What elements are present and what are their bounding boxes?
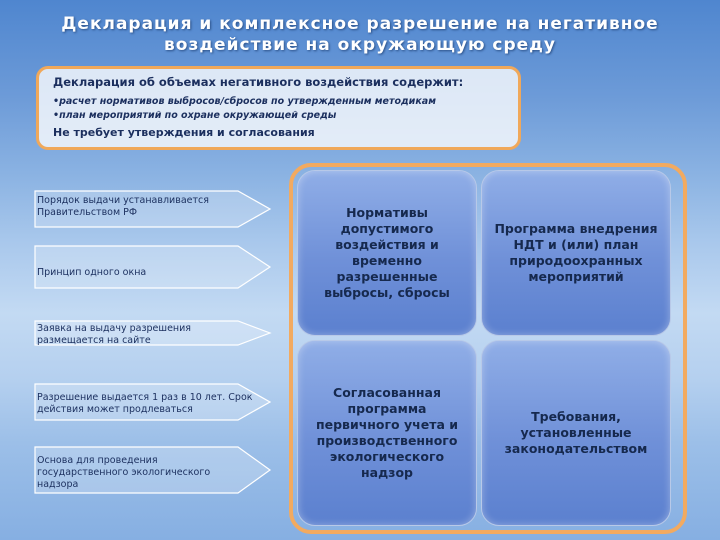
permit-cell-text: Нормативы допустимого воздействия и временно разрешенные выбросы, сбросы	[324, 205, 450, 300]
step-text: Заявка на выдачу разрешения размещается на сайте	[37, 323, 192, 346]
permit-cell-monitoring-program	[297, 340, 477, 526]
step-text: Порядок выдачи устанавливается Правительством РФ	[37, 195, 209, 218]
declaration-item: •план мероприятий по охране окружающей среды	[53, 110, 337, 121]
permit-cell-text: Требования, установленные законодательством	[504, 409, 648, 456]
slide-title: Декларация и комплексное разрешение на негативное воздействие на окружающую среду	[61, 14, 659, 55]
permit-cell-emission-norms	[297, 170, 477, 336]
permit-cell-text: Согласованная программа первичного учета и производственного экологического надзор	[315, 385, 458, 480]
step-text: Разрешение выдается 1 раз в 10 лет. Срок действия может продлеваться	[37, 392, 253, 415]
declaration-note: Не требует утверждения и согласования	[53, 126, 315, 139]
permit-cell-text: Программа внедрения НДТ и (или) план природоохранных мероприятий	[494, 221, 658, 284]
declaration-heading: Декларация об объемах негативного воздействия содержит:	[53, 75, 464, 89]
permit-cell-legal-requirements	[481, 340, 671, 526]
declaration-item: •расчет нормативов выбросов/сбросов по утвержденным методикам	[53, 96, 436, 107]
permit-cell-bat-program	[481, 170, 671, 336]
step-text: Принцип одного окна	[37, 267, 147, 278]
step-text: Основа для проведения государственного экологического надзора	[37, 455, 211, 490]
